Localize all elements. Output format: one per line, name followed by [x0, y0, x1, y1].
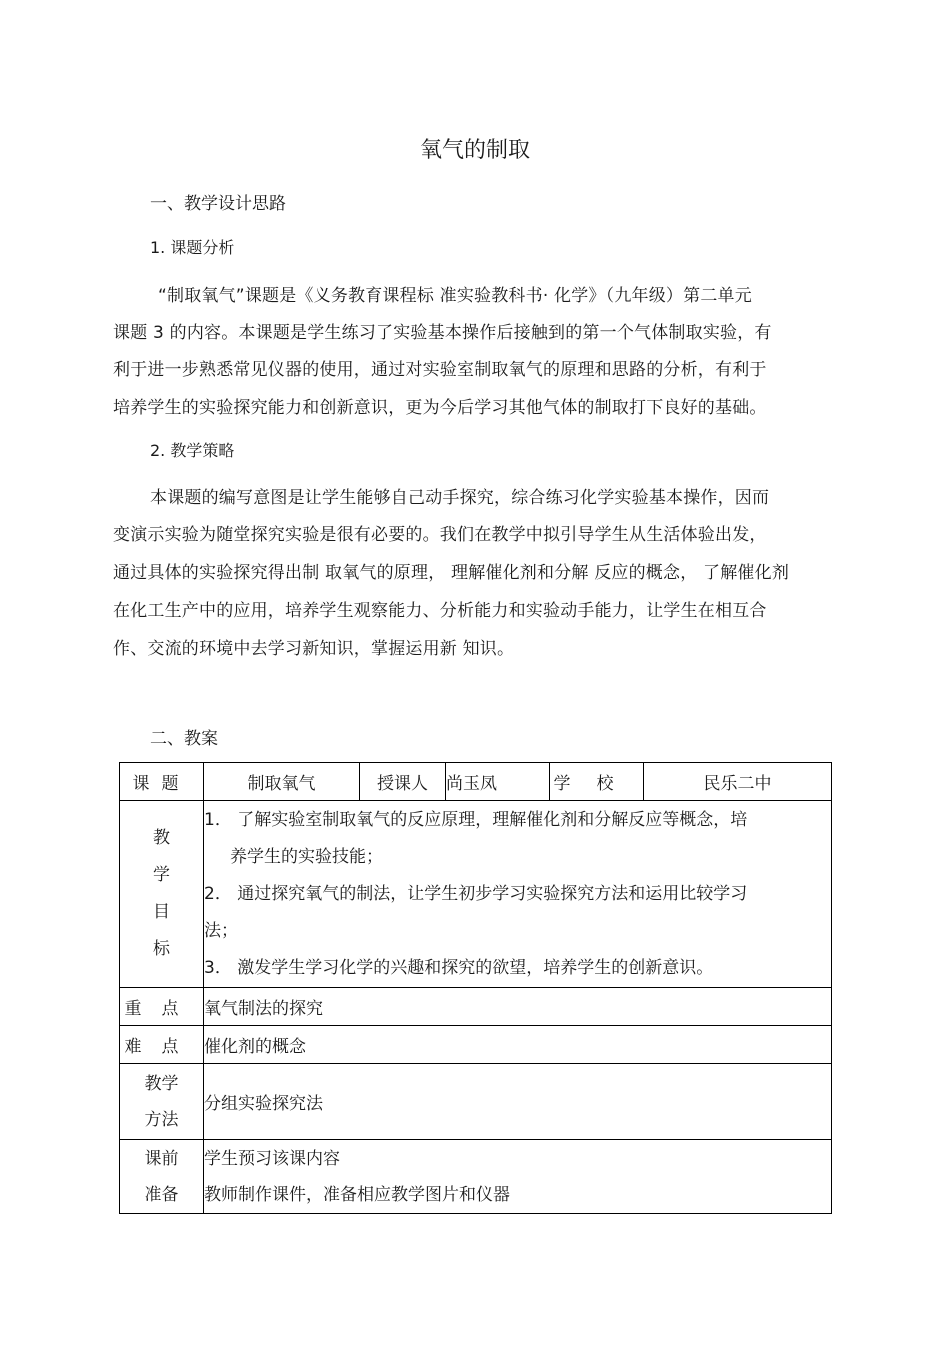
objective-line: 养学生的实验技能；	[230, 846, 383, 867]
topic-label: 课题	[132, 774, 191, 794]
key-label-cell	[120, 988, 204, 1026]
subheading-topic-analysis: 1. 课题分析	[150, 238, 235, 257]
teacher-value: 尚玉凤	[446, 763, 550, 801]
table-row	[120, 763, 832, 801]
prep-line: 教师制作课件，准备相应教学图片和仪器	[204, 1184, 510, 1205]
prep-label-line: 课前	[144, 1148, 179, 1169]
table-row	[120, 1026, 832, 1064]
section-heading-lesson-plan: 二、教案	[150, 729, 218, 749]
key-value: 氧气制法的探究	[204, 988, 832, 1026]
difficult-value: 催化剂的概念	[204, 1026, 832, 1064]
objectives-label	[120, 801, 204, 988]
paragraph-line: 在化工生产中的应用，培养学生观察能力、分析能力和实验动手能力，让学生在相互合	[113, 601, 767, 621]
school-label: 学校	[553, 774, 640, 794]
prep-content	[204, 1140, 832, 1214]
table-row	[120, 988, 832, 1026]
method-label	[120, 1064, 204, 1140]
paragraph-line: 本课题的编写意图是让学生能够自己动手探究，综合练习化学实验基本操作，因而	[150, 488, 770, 508]
prep-label	[120, 1140, 204, 1214]
method-label-line: 方法	[144, 1109, 179, 1130]
objectives-label-char: 目	[153, 902, 170, 922]
document-title: 氧气的制取	[419, 138, 530, 163]
difficult-label: 难点	[124, 1037, 199, 1057]
paragraph-line: 课题 3 的内容。本课题是学生练习了实验基本操作后接触到的第一个气体制取实验，有	[113, 323, 772, 343]
paragraph-line: 变演示实验为随堂探究实验是很有必要的。我们在教学中拟引导学生从生活体验出发，	[113, 525, 767, 545]
section-heading-design: 一、教学设计思路	[150, 194, 286, 214]
paragraph-line: 通过具体的实验探究得出制 取氧气的原理， 理解催化剂和分解 反应的概念， 了解催化剂	[113, 563, 790, 583]
table-row	[120, 1064, 832, 1140]
difficult-label-cell	[120, 1026, 204, 1064]
topic-value: 制取氧气	[204, 763, 360, 801]
paragraph-line: “制取氧气”课题是《义务教育课程标 准实验教科书· 化学》（九年级）第二单元	[158, 286, 752, 306]
method-label-line: 教学	[144, 1073, 179, 1094]
subheading-teaching-strategy: 2. 教学策略	[150, 441, 235, 460]
objective-line: 2． 通过探究氧气的制法，让学生初步学习实验探究方法和运用比较学习	[204, 883, 748, 904]
paragraph-line: 利于进一步熟悉常见仪器的使用，通过对实验室制取氧气的原理和思路的分析，有利于	[113, 360, 767, 380]
prep-label-line: 准备	[144, 1184, 179, 1205]
paragraph-line: 作、交流的环境中去学习新知识，掌握运用新 知识。	[113, 639, 515, 659]
objectives-label-char: 教	[153, 828, 170, 848]
school-value: 民乐二中	[644, 763, 832, 801]
school-label-cell	[550, 763, 644, 801]
prep-line: 学生预习该课内容	[204, 1148, 340, 1169]
teacher-label: 授课人	[360, 763, 446, 801]
lesson-plan-table	[119, 762, 832, 1214]
paragraph-line: 培养学生的实验探究能力和创新意识，更为今后学习其他气体的制取打下良好的基础。	[113, 398, 767, 418]
objectives-label-char: 学	[153, 865, 170, 885]
table-row	[120, 801, 832, 988]
objective-line: 1． 了解实验室制取氧气的反应原理，理解催化剂和分解反应等概念，培	[204, 809, 748, 830]
objectives-content	[204, 801, 832, 988]
objective-line: 法；	[204, 920, 238, 941]
table-row	[120, 1140, 832, 1214]
key-label: 重点	[124, 999, 199, 1019]
topic-label-cell	[120, 763, 204, 801]
method-value: 分组实验探究法	[204, 1064, 832, 1140]
objective-line: 3． 激发学生学习化学的兴趣和探究的欲望，培养学生的创新意识。	[204, 957, 714, 978]
objectives-label-char: 标	[153, 939, 170, 959]
